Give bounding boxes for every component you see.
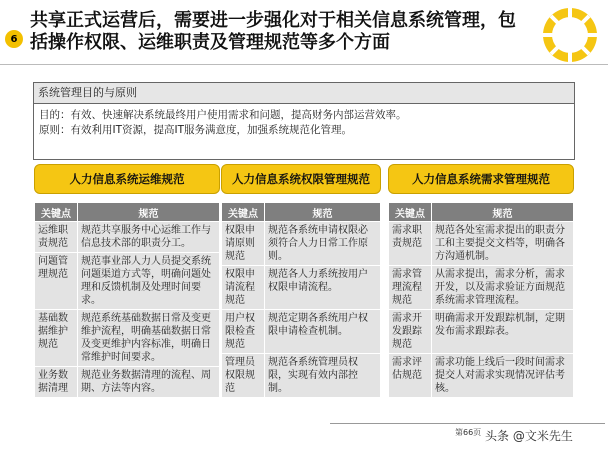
category-ops-title: 人力信息系统运维规范 — [34, 164, 220, 194]
purpose-principle: 原则：有效利用IT资源，提高IT服务满意度，加强系统规范化管理。 — [39, 124, 353, 136]
table-row — [222, 266, 381, 310]
page-number: 第66页 — [455, 428, 482, 437]
spec-cell: 规范各处室需求提出的职责分工和主要提交文档等，明确各方沟通机制。 — [432, 222, 574, 266]
table-header: 规范 — [432, 203, 574, 222]
table-header: 关键点 — [222, 203, 265, 222]
column-ops — [34, 164, 220, 398]
spec-cell: 规范各人力系统按用户权限申请流程。 — [265, 266, 381, 310]
table-header: 规范 — [265, 203, 381, 222]
table-header: 关键点 — [389, 203, 432, 222]
page-badge: 6 — [5, 30, 23, 48]
spec-cell: 规范共享服务中心运维工作与信息技术部的职责分工。 — [78, 222, 220, 253]
category-demand-title: 人力信息系统需求管理规范 — [388, 164, 574, 194]
table-row — [389, 354, 574, 398]
key-cell: 运维职责规范 — [35, 222, 78, 253]
spec-cell: 规范业务数据清理的流程、周期、方法等内容。 — [78, 367, 220, 398]
spec-cell: 规范各系统申请权限必须符合人力日常工作原则。 — [265, 222, 381, 266]
key-cell: 用户权限检查规范 — [222, 310, 265, 354]
spec-cell: 需求功能上线后一段时间需求提交人对需求实现情况评估考核。 — [432, 354, 574, 398]
key-cell: 问题管理规范 — [35, 253, 78, 310]
key-cell: 需求评估规范 — [389, 354, 432, 398]
demand-table — [388, 202, 574, 398]
table-row — [389, 222, 574, 266]
table-row — [35, 222, 220, 253]
key-cell: 需求职责规范 — [389, 222, 432, 266]
table-row — [222, 222, 381, 266]
table-header: 规范 — [78, 203, 220, 222]
spec-cell: 规范定期各系统用户权限申请检查机制。 — [265, 310, 381, 354]
purpose-box — [33, 82, 575, 160]
footer-divider — [330, 423, 605, 424]
spec-cell: 明确需求开发跟踪机制，定期发布需求跟踪表。 — [432, 310, 574, 354]
table-header: 关键点 — [35, 203, 78, 222]
title-divider — [0, 64, 608, 65]
spec-cell: 规范事业部人力人员提交系统问题渠道方式等，明确问题处理和反馈机制及处理时间要求。 — [78, 253, 220, 310]
ops-table — [34, 202, 220, 398]
category-permission-title: 人力信息系统权限管理规范 — [221, 164, 381, 194]
table-row — [35, 310, 220, 367]
spec-cell: 规范各系统管理员权限，实现有效内部控制。 — [265, 354, 381, 398]
purpose-goal: 目的：有效、快速解决系统最终用户使用需求和问题，提高财务内部运营效率。 — [39, 109, 407, 121]
key-cell: 管理员权限规范 — [222, 354, 265, 398]
table-row — [389, 310, 574, 354]
column-permission — [221, 164, 381, 398]
logo-icon — [540, 5, 600, 65]
key-cell: 需求开发跟踪规范 — [389, 310, 432, 354]
key-cell: 需求管理流程规范 — [389, 266, 432, 310]
key-cell: 权限申请流程规范 — [222, 266, 265, 310]
spec-cell: 从需求提出，需求分析，需求开发，以及需求验证方面规范系统需求管理流程。 — [432, 266, 574, 310]
table-row — [35, 367, 220, 398]
key-cell: 基础数据维护规范 — [35, 310, 78, 367]
page-title: 共享正式运营后，需要进一步强化对于相关信息系统管理，包括操作权限、运维职责及管理规范等多个方面 — [30, 10, 516, 53]
table-row — [35, 253, 220, 310]
table-row — [222, 310, 381, 354]
table-row — [222, 354, 381, 398]
key-cell: 权限申请原则规范 — [222, 222, 265, 266]
purpose-heading: 系统管理目的与原则 — [34, 83, 574, 104]
watermark: 头条 @文米先生 — [485, 429, 573, 443]
column-demand — [388, 164, 574, 398]
table-row — [389, 266, 574, 310]
permission-table — [221, 202, 381, 398]
spec-cell: 规范系统基础数据日常及变更维护流程，明确基础数据日常及变更维护内容标准，明确日常维护时间要求。 — [78, 310, 220, 367]
key-cell: 业务数据清理 — [35, 367, 78, 398]
